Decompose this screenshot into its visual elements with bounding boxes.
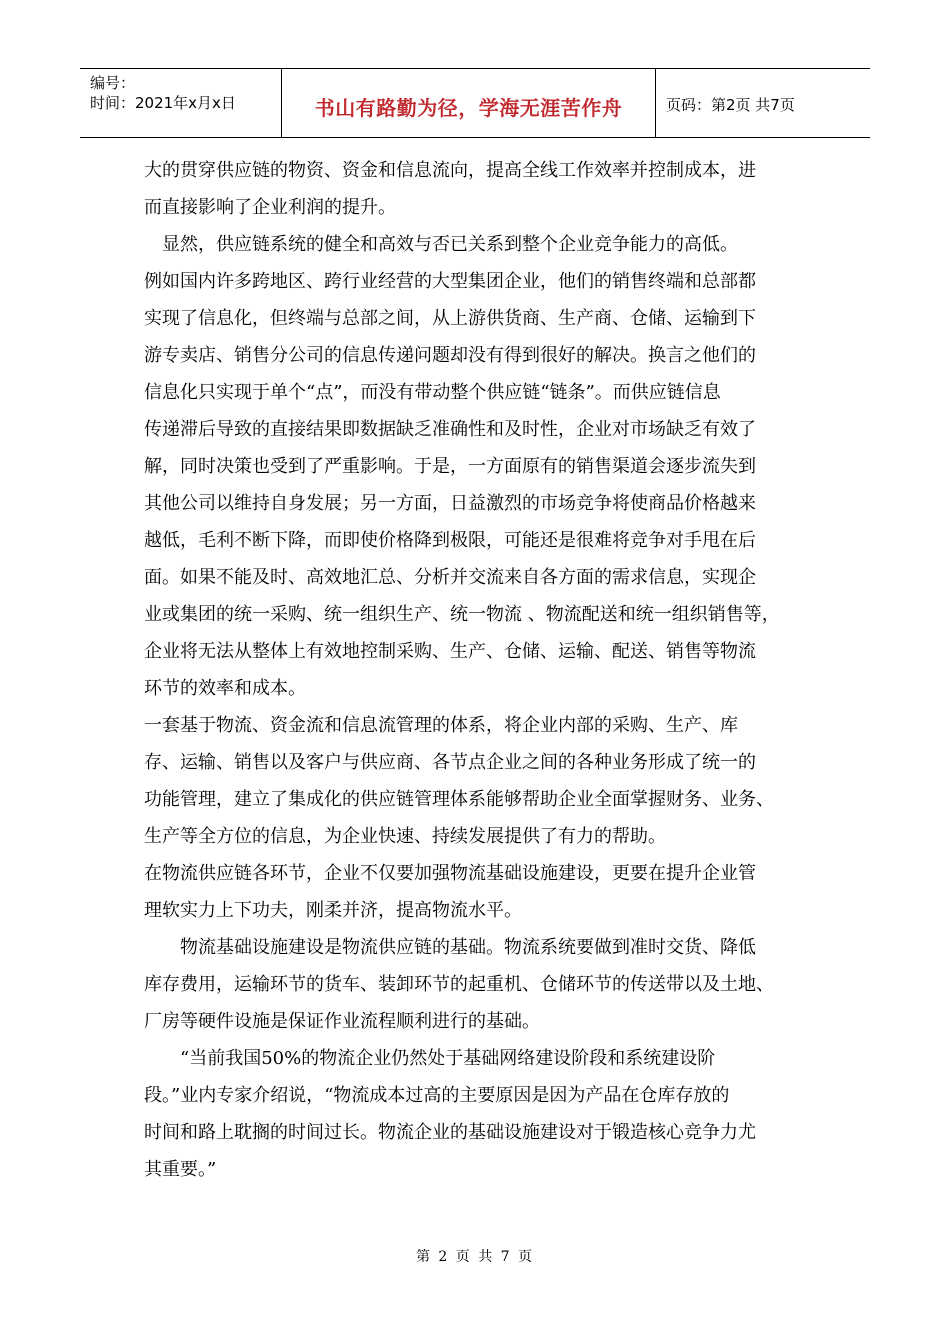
- body-line: 生产等全方位的信息，为企业快速、持续发展提供了有力的帮助。: [144, 826, 666, 847]
- body-line: 段。”业内专家介绍说，“物流成本过高的主要原因是因为产品在仓库存放的: [144, 1085, 730, 1106]
- header-page-label: 页码：第2页 共7页: [666, 96, 795, 114]
- body-line: 时间和路上耽搁的时间过长。物流企业的基础设施建设对于锻造核心竞争力尤: [144, 1122, 756, 1143]
- header-left-cell: [80, 69, 282, 137]
- document-time-label: 时间：2021年x月x日: [90, 94, 236, 112]
- body-line: 一套基于物流、资金流和信息流管理的体系，将企业内部的采购、生产、库: [144, 715, 738, 736]
- body-line: 企业将无法从整体上有效地控制采购、生产、仓储、运输、配送、销售等物流: [144, 641, 756, 662]
- body-line: 面。如果不能及时、高效地汇总、分析并交流来自各方面的需求信息，实现企: [144, 567, 756, 588]
- body-line: 实现了信息化，但终端与总部之间，从上游供货商、生产商、仓储、运输到下: [144, 308, 756, 329]
- body-line: 功能管理，建立了集成化的供应链管理体系能够帮助企业全面掌握财务、业务、: [144, 789, 774, 810]
- body-line: 而直接影响了企业利润的提升。: [144, 197, 396, 218]
- body-line: 显然，供应链系统的健全和高效与否已关系到整个企业竞争能力的高低。: [144, 234, 738, 255]
- body-line: 例如国内许多跨地区、跨行业经营的大型集团企业，他们的销售终端和总部都: [144, 271, 756, 292]
- body-line: 厂房等硬件设施是保证作业流程顺利进行的基础。: [144, 1011, 540, 1032]
- footer-page-number: 第 2 页 共 7 页: [415, 1249, 535, 1265]
- body-line: 环节的效率和成本。: [144, 678, 306, 699]
- header-motto: 书山有路勤为径，学海无涯苦作舟: [314, 96, 623, 120]
- header-motto-cell: [282, 69, 656, 137]
- body-line: 业或集团的统一采购、统一组织生产、统一物流 、物流配送和统一组织销售等，: [144, 604, 780, 625]
- body-line: 传递滞后导致的直接结果即数据缺乏准确性和及时性，企业对市场缺乏有效了: [144, 419, 756, 440]
- body-line: 信息化只实现于单个“点”，而没有带动整个供应链“链条”。而供应链信息: [144, 382, 721, 403]
- body-line: 越低，毛利不断下降，而即使价格降到极限，可能还是很难将竞争对手甩在后: [144, 530, 756, 551]
- body-line: 解，同时决策也受到了严重影响。于是，一方面原有的销售渠道会逐步流失到: [144, 456, 756, 477]
- body-line: 其重要。”: [144, 1159, 217, 1180]
- body-line: “当前我国50%的物流企业仍然处于基础网络建设阶段和系统建设阶: [144, 1048, 716, 1069]
- body-line: 存、运输、销售以及客户与供应商、各节点企业之间的各种业务形成了统一的: [144, 752, 756, 773]
- document-number-label: 编号：: [90, 74, 136, 92]
- page-header: [80, 68, 870, 138]
- document-body: [144, 152, 834, 1188]
- body-line: 其他公司以维持自身发展；另一方面，日益激烈的市场竞争将使商品价格越来: [144, 493, 756, 514]
- body-line: 库存费用，运输环节的货车、装卸环节的起重机、仓储环节的传送带以及土地、: [144, 974, 774, 995]
- page-footer: [0, 1246, 950, 1266]
- body-line: 在物流供应链各环节，企业不仅要加强物流基础设施建设，更要在提升企业管: [144, 863, 756, 884]
- body-line: 游专卖店、销售分公司的信息传递问题却没有得到很好的解决。换言之他们的: [144, 345, 756, 366]
- body-line: 大的贯穿供应链的物资、资金和信息流向，提高全线工作效率并控制成本，进: [144, 160, 756, 181]
- body-line: 物流基础设施建设是物流供应链的基础。物流系统要做到准时交货、降低: [144, 937, 756, 958]
- header-page-cell: [656, 69, 870, 137]
- body-line: 理软实力上下功夫，刚柔并济，提高物流水平。: [144, 900, 522, 921]
